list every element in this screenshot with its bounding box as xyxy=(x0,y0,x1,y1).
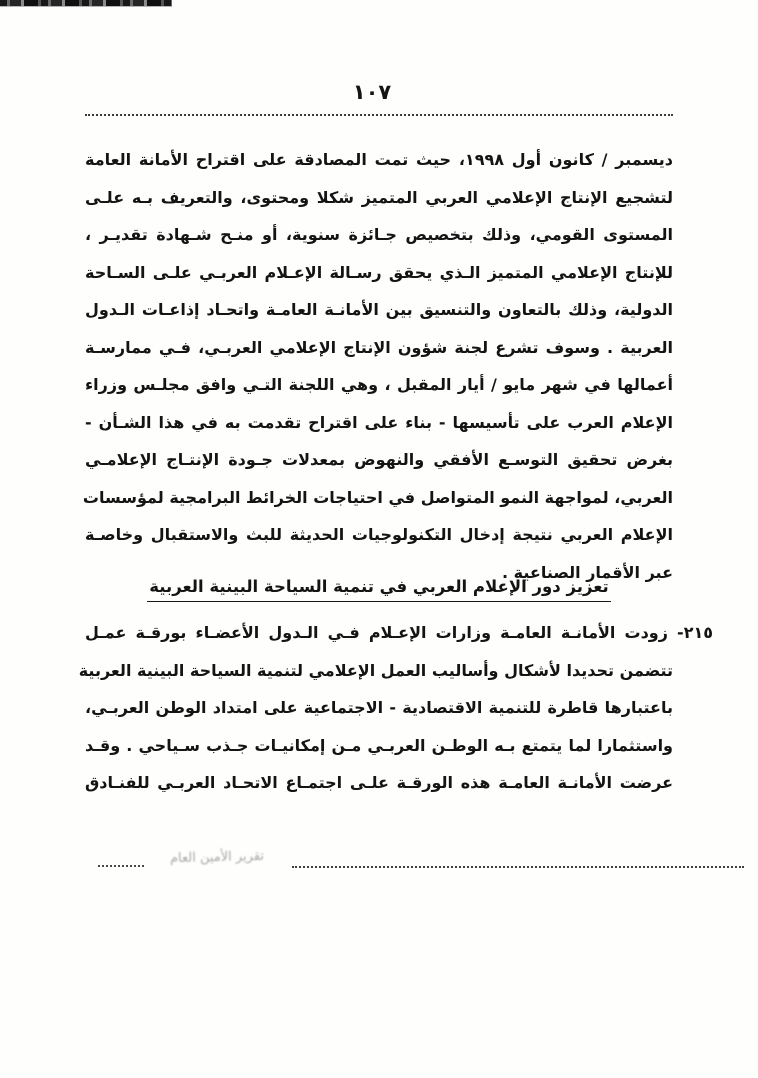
text-line: واستثمارا لما يتمتع بـه الوطـن العربـي مـن إمكانيـات جـذب سـياحي . وقـد xyxy=(85,735,673,755)
footer-dash-segment xyxy=(98,865,144,867)
body-paragraph-2 xyxy=(78,614,713,802)
text-line: الدولية، وذلك بالتعاون والتنسيق بين الأمانـة العامـة واتحـاد إذاعـات الـدول xyxy=(85,300,673,319)
text-line: عبر الأقمار الصناعية . xyxy=(502,562,673,582)
footer-dotted-rule xyxy=(292,866,744,868)
footer-handwritten-note: تقرير الأمين العام xyxy=(169,848,265,867)
text-line: أعمالها في شهر مايو / أيار المقبل ، وهي اللجنة التـي وافق مجلـس وزراء xyxy=(85,375,673,394)
text-line: الإعلام العربي نتيجة إدخال التكنولوجيات الحديثة للبث والاستقبال وخاصـة xyxy=(85,525,673,544)
text-line: للإنتاج الإعلامي المتميز الـذي يحقق رسـالة الإعـلام العربـي علـى السـاحة xyxy=(85,262,673,282)
text-line: الإعلام العرب على تأسيسها - بناء على اقتراح تقدمت به في هذا الشـأن - xyxy=(85,412,673,432)
text-line: لتشجيع الإنتاج الإعلامي العربي المتميز شكلا ومحتوى، والتعريف بـه علـى xyxy=(85,187,673,207)
text-line: بغرض تحقيق التوسـع الأفقي والنهوض بمعدلات جـودة الإنتـاج الإعلامـي xyxy=(85,450,673,469)
text-line: العربي، لمواجهة النمو المتواصل في احتياجات الخرائط البرامجية لمؤسسات xyxy=(82,487,673,507)
page-number: ١٠٧ xyxy=(352,80,392,104)
section-heading xyxy=(85,577,673,602)
text-line: المستوى القومي، وذلك بتخصيص جـائزة سنوية، أو منـح شـهادة تقديـر ، xyxy=(85,225,673,244)
text-line: تتضمن تحديدا لأشكال وأساليب العمل الإعلامي لتنمية السياحة البينية العربية xyxy=(78,660,673,680)
body-paragraph-1 xyxy=(82,141,674,591)
header-dotted-rule xyxy=(85,114,673,116)
text-line: عرضت الأمانـة العامـة هذه الورقـة علـى اجتمـاع الاتحـاد العربـي للفنـادق xyxy=(85,773,673,792)
text-line: باعتبارها قاطرة للتنمية الاقتصادية - الاجتماعية على امتداد الوطن العربـي، xyxy=(85,698,673,717)
scan-artifact-strip xyxy=(0,0,172,7)
text-line: ٢١٥- زودت الأمانـة العامـة وزارات الإعـلام فـي الـدول الأعضـاء بورقـة عمـل xyxy=(85,623,713,642)
text-line: العربية . وسوف تشرع لجنة شؤون الإنتاج الإعلامي العربـي، فـي ممارسـة xyxy=(85,337,673,357)
text-line: ديسمبر / كانون أول ١٩٩٨، حيث تمت المصادقة على اقتراح الأمانة العامة xyxy=(85,150,674,169)
section-heading-text: تعزيز دور الإعلام العربي في تنمية السياحة البينية العربية xyxy=(147,577,610,602)
